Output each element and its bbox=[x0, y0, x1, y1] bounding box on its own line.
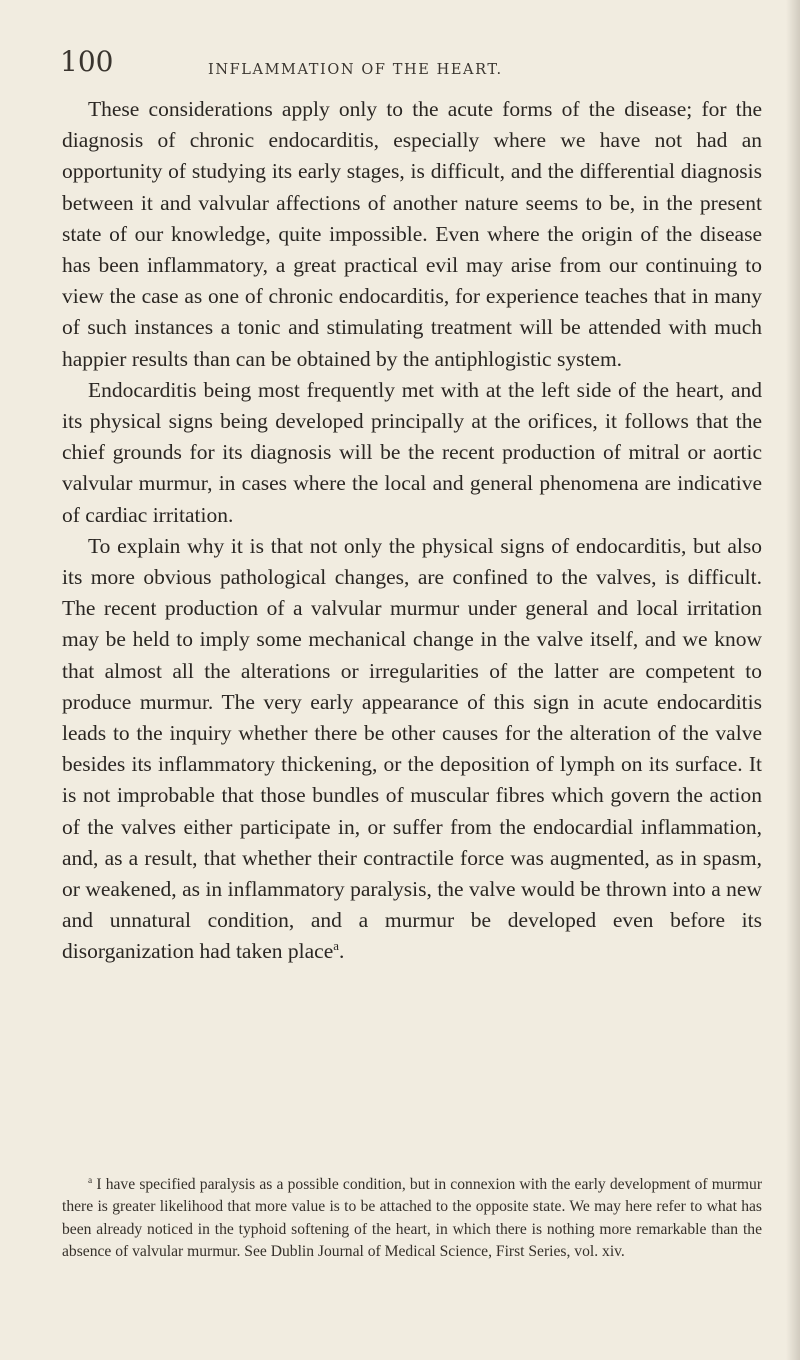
footnote bbox=[62, 1174, 762, 1264]
paragraph-1 bbox=[62, 94, 762, 375]
page-edge-shadow bbox=[786, 0, 800, 1360]
paragraph-text: Endocarditis being most frequently met with at the left side of the heart, and its physical signs being developed principally at the orifices, it follows that the chief grounds for its diagnosis will be the recent production of mitral or aortic valvular murmur, in cases where the local and general phenomena are indicative of cardiac irritation. bbox=[62, 377, 762, 527]
page-header bbox=[60, 45, 760, 88]
footnote-marker: a bbox=[88, 1175, 93, 1186]
footnote-reference: a bbox=[333, 939, 339, 954]
paragraph-text: To explain why it is that not only the physical signs of endocarditis, but also its more obvious pathological changes, are confined to the valves, is difficult. The recent production of a valvular murmur under general and local irritation may be held to imply some mechanical change in the valve itself, and we know that almost all the alterations or irregularities of the latter are competent to produce murmur. The very early appearance of this sign in acute endocarditis leads to the inquiry whether there be other causes for the alteration of the valve besides its inflammatory thickening, or the deposition of lymph on its surface. It is not improbable that those bundles of muscular fibres which govern the action of the valves either participate in, or suffer from the endocardial inflammation, and, as a result, that whether their contractile force was augmented, as in spasm, or weakened, as in inflammatory paralysis, the valve would be thrown into a new and unnatural condition, and a murmur be developed even before its disorganization had taken place bbox=[62, 533, 762, 964]
paragraph-text: These considerations apply only to the acute forms of the disease; for the diagnosis of chronic endocarditis, especially where we have not had an opportunity of studying its early stages, is difficult, and the differential diagnosis between it and valvular affections of another nature seems to be, in the present state of our knowledge, quite impossible. Even where the origin of the disease has been inflammatory, a great practical evil may arise from our continuing to view the case as one of chronic endocarditis, for experience teaches that in many of such instances a tonic and stimulating treatment will be attended with much happier results than can be obtained by the antiphlogistic system. bbox=[62, 97, 762, 371]
paragraph-2 bbox=[62, 375, 762, 531]
running-title: INFLAMMATION OF THE HEART. bbox=[208, 62, 503, 78]
paragraph-3: To explain why it is that not only the physical signs of endocarditis, but also its more obvious pathological changes, are confined to the valves, is difficult. The recent production of a valvular murmur under general and local irritation may be held to imply some mechanical change in the valve itself, and we know that almost all the alterations or irregularities of the latter are competent to produce murmur. The very early appearance of this sign in acute endocarditis leads to the inquiry whether there be other causes for the alteration of the valve besides its inflammatory thickening, or the deposition of lymph on its surface. It is not improbable that those bundles of muscular fibres which govern the action of the valves either participate in, or suffer from the endocardial inflammation, and, as a result, that whether their contractile force was augmented, as in spasm, or weakened, as in inflammatory paralysis, the valve would be thrown into a new and unnatural condition, and a murmur be developed even before its disorganization had taken place$^a$. bbox=[62, 533, 762, 964]
page-number: 100 bbox=[60, 45, 114, 78]
footnote-text: I have specified paralysis as a possible condition, but in connexion with the early development of murmur there is greater likelihood that more value is to be attached to the opposite state. We may here refer to what has been already noticed in the typhoid softening of the heart, in which there is nothing more remarkable than the absence of valvular murmur. See Dublin Journal of Medical Science, First Series, vol. xiv. bbox=[62, 1176, 763, 1261]
body-text bbox=[62, 94, 762, 968]
